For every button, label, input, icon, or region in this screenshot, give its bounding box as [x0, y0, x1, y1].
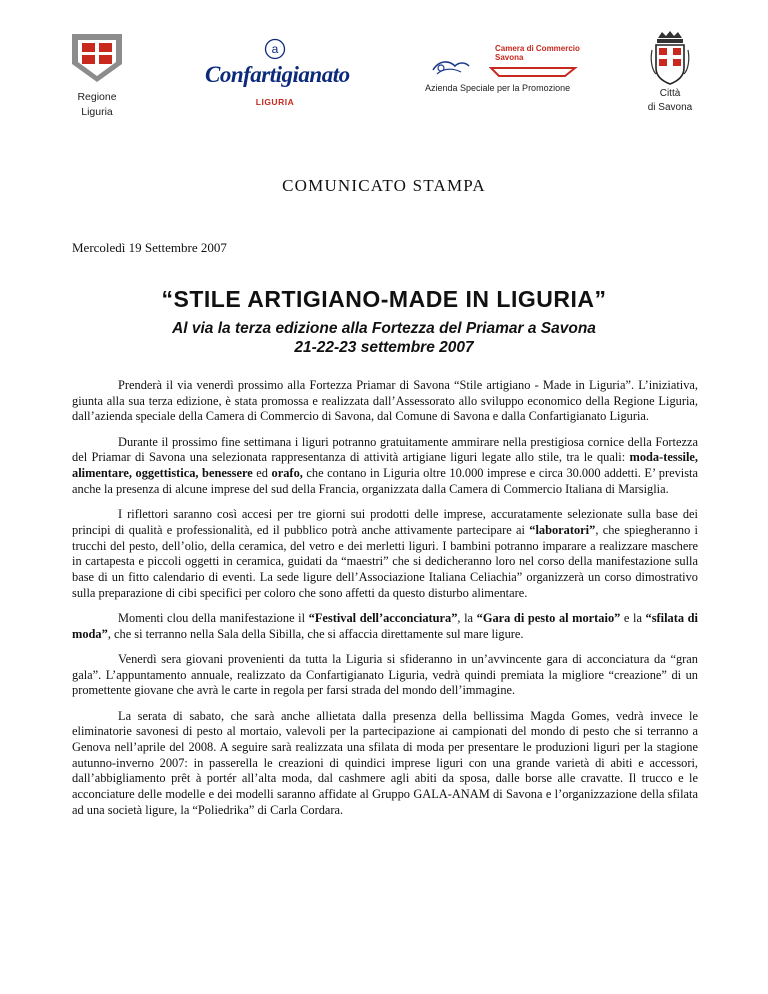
paragraph-4-gara-pesto: “Gara di pesto al mortaio” [476, 610, 621, 625]
regione-liguria-logo [68, 30, 126, 119]
paragraph-4 [72, 611, 698, 642]
camera-tagline: Azienda Speciale per la Promozione [425, 83, 571, 93]
camera-line1: Camera di Commercio [495, 44, 580, 53]
confartigianato-wordmark: Confartigianato [205, 62, 350, 87]
paragraph-2-sectors: moda-tessile, alimentare, oggettistica, benessere [72, 450, 698, 481]
savona-crest-icon [650, 30, 690, 86]
headline: “STILE ARTIGIANO-MADE IN LIGURIA” [161, 286, 607, 312]
paragraph-2 [72, 435, 698, 498]
regione-caption-line1: Regione [77, 91, 117, 103]
confartigianato-region: LIGURIA [255, 97, 295, 107]
boat-hull-icon [489, 64, 579, 78]
at-sign-icon [264, 38, 286, 60]
paragraph-2-text-c: ed [252, 466, 272, 481]
paragraph-3 [72, 507, 698, 601]
paragraph-3-laboratori: “laboratori” [529, 522, 596, 537]
dove-wave-icon [431, 56, 471, 80]
camera-line2: Savona [495, 53, 524, 62]
svg-text:a: a [271, 42, 279, 56]
paragraph-6: La serata di sabato, che sarà anche allietata dalla presenza della bellissima Magda Gomes, vedrà invece le eliminatorie savonesi di pesto al mortaio, valevoli per la partecipazione ai campionati del mondo di pesto che si terranno a Genova nell’aprile del 2008. A seguire sarà realizzata una sfilata di moda per presentare le produzioni liguri per la stagione autunno-inverno 2007: in passerella le creazioni di quindici imprese liguri con una grande varietà di abiti e accessori, dall’abbigliamento prêt à portér all’alta moda, dal cashmere agli abiti da sposa, dalle borse alle cravatte. Il trucco e le acconciature delle modelle e dei modelli saranno affidate al Gruppo GALA-ANAM di Savona e l’organizzazione della sfilata ad una società ligure, la “Poliedrika” di Carla Cordara. [72, 708, 698, 817]
paragraph-2-text-d: che contano in Liguria oltre 10.000 imprese e circa 30.000 addetti. E’ prevista anche la presenza di alcune imprese del sud della Francia, organizzata dalla Camera di Commercio Italiana di Marsiglia. [72, 466, 698, 496]
subheadline-line2: 21-22-23 settembre 2007 [294, 339, 474, 356]
paragraph-4-sfilata: “sfilata di moda” [72, 610, 698, 641]
paragraph-5: Venerdì sera giovani provenienti da tutta la Liguria si sfideranno in un’avvincente gara di acconciatura da “gran gala”. L’appuntamento annuale, realizzato da Confartigianato Liguria, vedrà quindi premiata la migliore “creazione” di un promettente giovane che avrà le carte in regola per farsi strada del mondo dell’immagine. [72, 651, 698, 698]
paragraph-1: Prenderà il via venerdì prossimo alla Fortezza Priamar di Savona “Stile artigiano - Made in Liguria”. L’iniziativa, giunta alla sua terza edizione, è stata promossa e realizzata dall’Assessorato allo sviluppo economico della Regione Liguria, dall’azienda speciale della Camera di Commercio di Savona, dal Comune di Savona e dalla Confartigianato Liguria. [72, 378, 698, 424]
paragraph-3-text-c: , che spiegheranno i trucchi del pesto, dell’olio, della ceramica, del vetro e dei merletti liguri. I bambini potranno imparare a realizzare maschere in cartapesta e piccoli oggetti in ceramica, guidati da “maestri” che si dedicheranno loro nel corso della manifestazione sulla base di un fitto calendario di eventi. La sede ligure dell’Associazione Italiana Celiachia” organizzerà un corso dimostrativo sulla preparazione di cibi specifici per coloro che sono affetti da questo disturbo alimentare. [72, 522, 698, 600]
paragraph-2-orafo: orafo, [271, 466, 303, 481]
savona-caption-line1: Città [659, 88, 681, 99]
regione-caption-line2: Liguria [81, 106, 113, 118]
camera-commercio-logo [425, 44, 585, 100]
paragraph-4-text-c: , la [457, 610, 477, 625]
paragraph-4-festival: “Festival dell’acconciatura” [308, 610, 458, 625]
paragraph-2-text-a: Durante il prossimo fine settimana i liguri potranno gratuitamente ammirare nella prestigiosa cornice della Fortezza del Priamar di Savona una selezionata rappresentanza di attività artigiane liguri legate allo stile, tra le quali: [72, 434, 698, 465]
savona-caption-line2: di Savona [647, 102, 693, 113]
subheadline-line1: Al via la terza edizione alla Fortezza del Priamar a Savona [172, 320, 596, 337]
article-body [72, 378, 698, 828]
regione-liguria-shield-icon [68, 30, 126, 84]
paragraph-4-text-e: , che si terranno nella Sala della Sibilla, che si affaccia direttamente sul mare ligure. [107, 626, 524, 641]
paragraph-3-text-a: I riflettori saranno così accesi per tre giorni sui prodotti delle imprese, accuratamente selezionate sulla base dei principi di qualità e professionalità, ed il pubblico potrà anche attivamente partecipare ai [72, 507, 698, 537]
citta-di-savona-logo [640, 30, 700, 114]
paragraph-4-text-d: e la [620, 610, 646, 625]
camera-name [495, 44, 580, 62]
press-release-kicker: COMUNICATO STAMPA [282, 176, 486, 195]
release-date: Mercoledì 19 Settembre 2007 [72, 240, 227, 255]
subheadline [0, 319, 768, 357]
confartigianato-logo [205, 38, 350, 107]
paragraph-4-text-a: Momenti clou della manifestazione il [118, 610, 309, 625]
